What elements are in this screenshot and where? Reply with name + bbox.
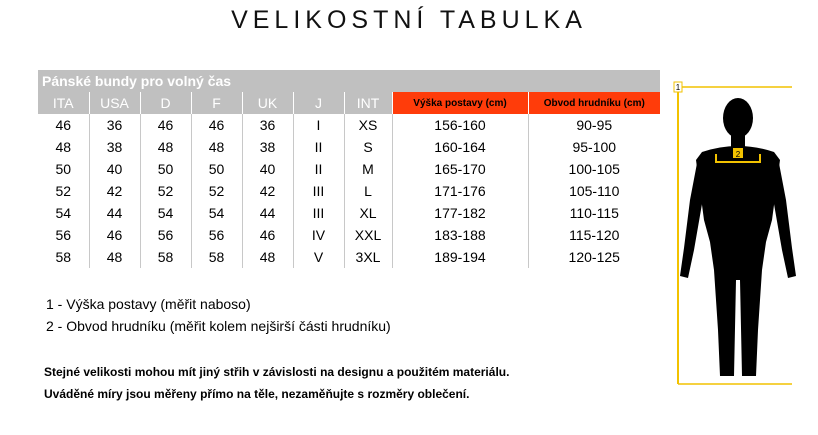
height-marker-label: 1 [675,83,681,92]
cell-chest: 105-110 [528,180,660,202]
cell-height: 177-182 [392,202,528,224]
cell-f: 56 [191,224,242,246]
cell-ita: 58 [55,249,72,265]
cell-j: III [293,202,344,224]
table-row [38,180,660,202]
cell-uk: 44 [242,202,293,224]
cell-chest: 120-125 [528,246,660,268]
table-row [38,246,660,268]
cell-usa: 46 [89,224,140,246]
cell-d: 46 [140,114,191,136]
cell-usa: 40 [89,158,140,180]
cell-height: 171-176 [392,180,528,202]
cell-ita: 48 [55,139,72,155]
col-header-usa: USA [89,92,140,114]
cell-height: 156-160 [392,114,528,136]
cell-int: XS [344,114,392,136]
cell-d: 56 [140,224,191,246]
cell-d: 52 [140,180,191,202]
cell-int: L [344,180,392,202]
cell-chest: 115-120 [528,224,660,246]
cell-j: II [293,158,344,180]
cell-j: V [293,246,344,268]
cell-int: XL [344,202,392,224]
disclaimer-line: Uváděné míry jsou měřeny přímo na těle, nezaměňujte s rozměry oblečení. [44,387,470,401]
cell-j: IV [293,224,344,246]
cell-d: 50 [140,158,191,180]
note-height: 1 - Výška postavy (měřit naboso) [46,296,251,312]
cell-height: 160-164 [392,136,528,158]
col-header-j: J [293,92,344,114]
cell-chest: 90-95 [528,114,660,136]
disclaimer-line: Stejné velikosti mohou mít jiný střih v závislosti na designu a použitém materiálu. [44,365,510,379]
table-header-row [38,92,660,114]
page-title: VELIKOSTNÍ TABULKA [231,6,587,34]
cell-ita: 52 [55,183,72,199]
cell-f: 46 [191,114,242,136]
table-row [38,202,660,224]
cell-height: 165-170 [392,158,528,180]
cell-uk: 46 [242,224,293,246]
cell-f: 52 [191,180,242,202]
cell-chest: 110-115 [528,202,660,224]
body-measurement-figure [672,80,802,386]
cell-usa: 36 [89,114,140,136]
cell-int: S [344,136,392,158]
measurement-notes [46,293,391,337]
cell-ita: 50 [55,161,72,177]
cell-uk: 38 [242,136,293,158]
cell-f: 54 [191,202,242,224]
cell-usa: 48 [89,246,140,268]
cell-int: M [344,158,392,180]
cell-ita: 56 [55,227,72,243]
cell-j: III [293,180,344,202]
col-header-height: Výška postavy (cm) [392,92,528,114]
cell-j: I [293,114,344,136]
cell-chest: 100-105 [528,158,660,180]
cell-f: 50 [191,158,242,180]
cell-height: 183-188 [392,224,528,246]
cell-ita: 46 [55,117,72,133]
cell-height: 189-194 [392,246,528,268]
cell-d: 48 [140,136,191,158]
col-header-f: F [191,92,242,114]
cell-int: XXL [344,224,392,246]
disclaimer [44,361,509,405]
table-row [38,158,660,180]
col-header-uk: UK [242,92,293,114]
cell-d: 58 [140,246,191,268]
cell-ita: 54 [55,205,72,221]
cell-j: II [293,136,344,158]
col-header-ita: ITA [38,92,89,114]
cell-uk: 42 [242,180,293,202]
cell-uk: 40 [242,158,293,180]
cell-d: 54 [140,202,191,224]
cell-uk: 36 [242,114,293,136]
cell-usa: 42 [89,180,140,202]
cell-usa: 44 [89,202,140,224]
table-row [38,136,660,158]
cell-usa: 38 [89,136,140,158]
col-header-d: D [140,92,191,114]
col-header-int: INT [344,92,392,114]
table-row [38,224,660,246]
cell-f: 58 [191,246,242,268]
note-chest: 2 - Obvod hrudníku (měřit kolem nejširší části hrudníku) [46,318,391,334]
cell-uk: 48 [242,246,293,268]
table-row [38,114,660,136]
cell-f: 48 [191,136,242,158]
table-caption: Pánské bundy pro volný čas [42,73,232,89]
chest-marker-label: 2 [735,150,741,159]
cell-chest: 95-100 [528,136,660,158]
col-header-chest: Obvod hrudníku (cm) [528,92,660,114]
size-table [38,70,660,268]
cell-int: 3XL [344,246,392,268]
